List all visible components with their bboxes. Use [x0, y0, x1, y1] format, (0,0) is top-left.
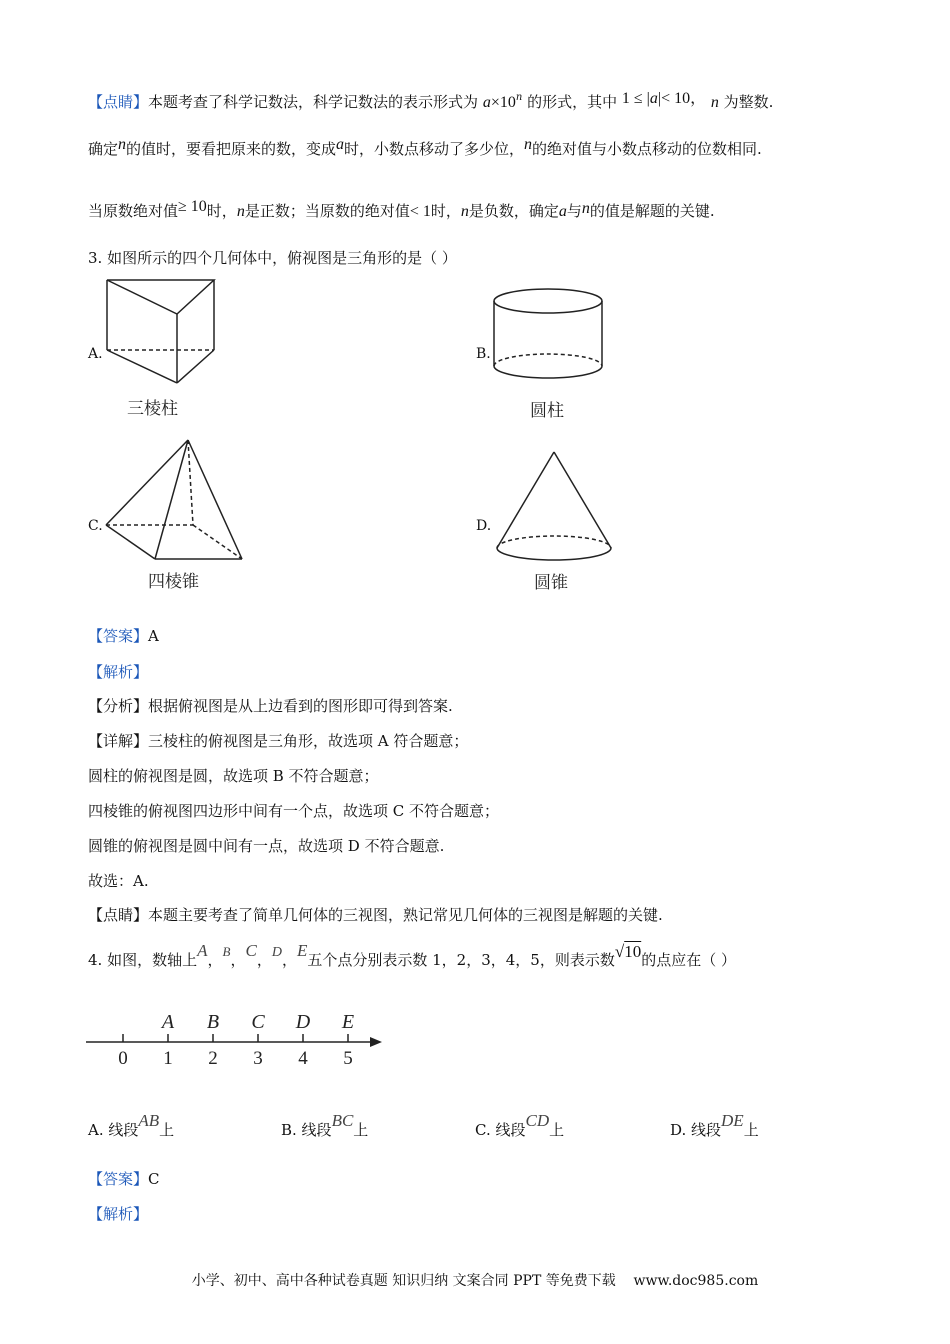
point-e: E	[296, 941, 308, 960]
axis-point-e: E	[341, 1011, 355, 1033]
text: 确定	[88, 140, 119, 158]
q4-option-c[interactable]: C. 线段CD上	[475, 1111, 565, 1139]
number-line-arrow	[370, 1037, 382, 1047]
math-var: n	[524, 136, 533, 153]
axis-point-a: A	[161, 1011, 175, 1033]
cylinder-figure	[490, 286, 610, 386]
sqrt-10: √10	[614, 942, 642, 961]
q4-answer	[88, 1169, 160, 1189]
triangular-prism-figure	[100, 275, 230, 390]
text: 本题考查了科学记数法，科学记数法的表示形式为	[148, 93, 479, 111]
q3-option-d-caption: 圆锥	[534, 573, 568, 593]
q4-analysis-tag: 【解析】	[88, 1205, 149, 1223]
q3-xiangjie	[88, 731, 468, 751]
q3-fenxi	[88, 696, 453, 716]
q3-answer	[88, 626, 159, 646]
fenxi-tag: 【分析】	[88, 697, 149, 715]
cone-figure	[492, 448, 617, 563]
axis-point-b: B	[206, 1011, 220, 1033]
number-line-figure	[86, 1000, 386, 1070]
comment-line-2	[88, 136, 762, 160]
tick-label-0: 0	[118, 1048, 128, 1069]
segment-de: DE	[721, 1111, 744, 1130]
square-pyramid-figure	[100, 435, 250, 565]
footer-text: 小学、初中、高中各种试卷真题 知识归纳 文案合同 PPT 等免费下载	[191, 1273, 616, 1289]
point-a: A	[197, 941, 208, 960]
q3-line-c: 四棱锥的俯视图四边形中间有一个点，故选项 C 不符合题意；	[88, 802, 500, 820]
dianjing-tag: 【点睛】	[88, 93, 149, 111]
point-d: D	[271, 945, 282, 960]
q3-choose: 故选：A.	[88, 872, 149, 890]
q3-option-a-label: A.	[88, 346, 103, 362]
dianjing-text: 本题主要考查了简单几何体的三视图，熟记常见几何体的三视图是解题的关键.	[148, 906, 663, 924]
answer-tag: 【答案】	[88, 1170, 149, 1188]
q3-analysis-tag: 【解析】	[88, 663, 149, 681]
text: 的点应在（ ）	[641, 951, 736, 969]
q3-option-c-label: C.	[88, 518, 103, 534]
q3-line-d: 圆锥的俯视图是圆中间有一点，故选项 D 不符合题意.	[88, 837, 445, 855]
comment-line-1	[88, 88, 773, 113]
text: 时，小数点移动了多少位，	[344, 140, 525, 158]
text: 的值是解题的关键.	[589, 202, 715, 220]
q4-stem: 4. 如图，数轴上A，B，C，D，E五个点分别表示数 1，2，3，4，5，则表示数√10的点应在（ ）	[88, 941, 736, 969]
text: 的值时，要看把原来的数，变成	[126, 140, 337, 158]
tick-label-3: 3	[253, 1048, 263, 1069]
math-ineq: 1 ≤ |a|< 10，	[621, 90, 707, 107]
segment-bc: BC	[331, 1111, 354, 1130]
segment-cd: CD	[525, 1111, 550, 1130]
math-exp: n	[515, 92, 523, 103]
q3-option-d-label: D.	[476, 518, 492, 534]
math: < 1	[409, 203, 431, 220]
math-var: a	[482, 94, 491, 111]
math-var: n	[236, 203, 245, 220]
q4-option-a[interactable]: A. 线段AB上	[88, 1111, 175, 1139]
math-var: n	[118, 136, 127, 153]
math: ≥ 10	[178, 198, 207, 215]
math-var: n	[581, 200, 590, 217]
math: ×10	[490, 94, 516, 111]
q3-option-a-caption: 三棱柱	[127, 399, 178, 419]
answer-value: C	[148, 1170, 160, 1188]
tick-label-4: 4	[298, 1048, 308, 1069]
text: 的绝对值与小数点移动的位数相同.	[532, 140, 762, 158]
tick-label-1: 1	[163, 1048, 173, 1069]
tick-label-5: 5	[343, 1048, 353, 1069]
page-footer	[0, 1270, 950, 1290]
answer-tag: 【答案】	[88, 627, 149, 645]
text: 当原数绝对值	[88, 202, 179, 220]
text: 的形式，其中	[527, 93, 618, 111]
xiangjie-tag: 【详解】	[88, 732, 149, 750]
text: 是负数，确定	[468, 202, 559, 220]
point-c: C	[245, 941, 257, 960]
q3-option-b-caption: 圆柱	[530, 401, 564, 421]
text: 时，	[206, 202, 237, 220]
math-var: a	[336, 136, 345, 153]
q3-option-c-caption: 四棱锥	[148, 572, 199, 592]
math-var: n	[460, 203, 469, 220]
segment-ab: AB	[138, 1111, 160, 1130]
footer-url[interactable]: www.doc985.com	[633, 1273, 759, 1289]
comment-line-3	[88, 198, 715, 222]
tick-label-2: 2	[208, 1048, 218, 1069]
text: 是正数；当原数的绝对值	[244, 202, 410, 220]
q4-option-d[interactable]: D. 线段DE上	[670, 1111, 759, 1139]
text: 五个点分别表示数 1，2，3，4，5，则表示数	[307, 951, 615, 969]
text: 时，	[430, 202, 461, 220]
q3-line-b: 圆柱的俯视图是圆，故选项 B 不符合题意；	[88, 767, 379, 785]
q3-option-b-label: B.	[476, 346, 491, 362]
q3-dianjing	[88, 905, 663, 925]
answer-value: A	[148, 627, 159, 645]
math-var: a	[558, 203, 567, 220]
xiangjie-text: 三棱柱的俯视图是三角形，故选项 A 符合题意；	[148, 732, 469, 750]
dianjing-tag: 【点睛】	[88, 906, 149, 924]
math-var: n	[710, 94, 719, 111]
text: 与	[566, 202, 582, 220]
text: 为整数.	[723, 93, 774, 111]
axis-point-c: C	[251, 1011, 265, 1033]
point-b: B	[222, 944, 231, 959]
q3-stem: 3. 如图所示的四个几何体中，俯视图是三角形的是（ ）	[88, 249, 457, 267]
fenxi-text: 根据俯视图是从上边看到的图形即可得到答案.	[148, 697, 453, 715]
axis-point-d: D	[295, 1011, 311, 1033]
text: 4. 如图，数轴上	[88, 951, 198, 969]
q4-option-b[interactable]: B. 线段BC上	[281, 1111, 369, 1139]
